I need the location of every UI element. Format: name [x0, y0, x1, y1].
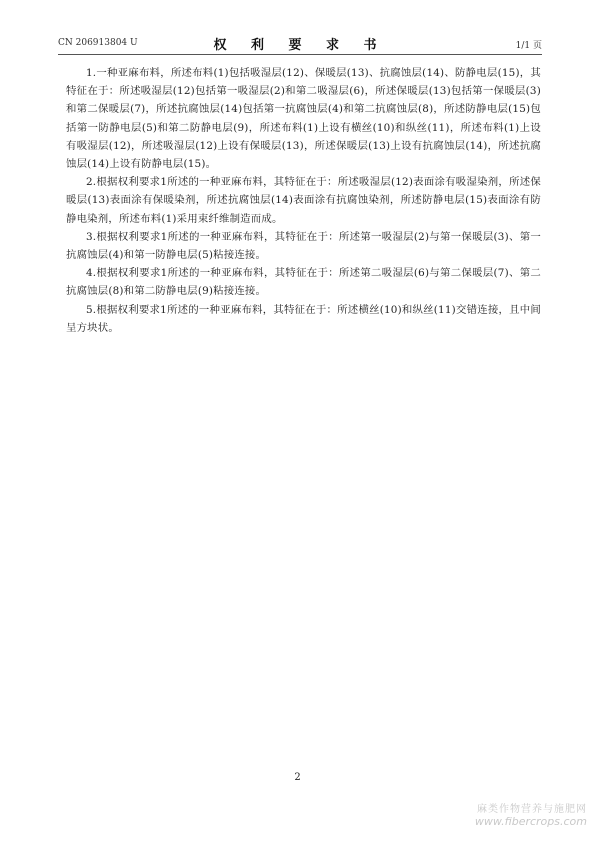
claim-2: 2.根据权利要求1所述的一种亚麻布料，其特征在于：所述吸湿层(12)表面涂有吸湿染剂，所述保暖层(13)表面涂有保暖染剂，所述抗腐蚀层(14)表面涂有抗腐蚀染剂，所述防静电层(15)表面涂有防静电染剂，所述布料(1)采用束纤维制造而成。	[66, 176, 541, 225]
watermark-url: www.fibercrops.com	[474, 815, 587, 828]
claim-1: 1.一种亚麻布料，所述布料(1)包括吸湿层(12)、保暖层(13)、抗腐蚀层(14)、防静电层(15)，其特征在于：所述吸湿层(12)包括第一吸湿层(2)和第二吸湿层(6)，所述保暖层(13)包括第一保暖层(3)和第二保暖层(7)，所述抗腐蚀层(14)包括第一抗腐蚀层(4)和第二抗腐蚀层(8)，所述防静电层(15)包括第一防静电层(5)和第二防静电层(9)，所述布料(1)上设有横丝(10)和纵丝(11)，所述布料(1)上设有吸湿层(12)，所述吸湿层(12)上设有保暖层(13)，所述保暖层(13)上设有抗腐蚀层(14)，所述抗腐蚀层(14)上设有防静电层(15)。	[66, 67, 541, 171]
document-header	[58, 34, 542, 52]
claim-5: 5.根据权利要求1所述的一种亚麻布料，其特征在于：所述横丝(10)和纵丝(11)交错连接，且中间呈方块状。	[66, 303, 541, 334]
header-divider	[58, 54, 542, 55]
page-number: 2	[294, 772, 301, 783]
watermark	[475, 800, 587, 828]
claim-4: 4.根据权利要求1所述的一种亚麻布料，其特征在于：所述第二吸湿层(6)与第二保暖层(7)、第二抗腐蚀层(8)和第二防静电层(9)粘接连接。	[66, 267, 541, 298]
publication-number: CN 206913804 U	[58, 38, 138, 48]
claim-3: 3.根据权利要求1所述的一种亚麻布料，其特征在于：所述第一吸湿层(2)与第一保暖层(3)、第一抗腐蚀层(4)和第一防静电层(5)粘接连接。	[66, 230, 541, 262]
claims-body	[66, 64, 541, 337]
page-indicator: 1/1 页	[515, 41, 542, 51]
page-title: 权 利 要 求 书	[213, 38, 387, 53]
watermark-site-name: 麻类作物营养与施肥网	[477, 804, 587, 815]
